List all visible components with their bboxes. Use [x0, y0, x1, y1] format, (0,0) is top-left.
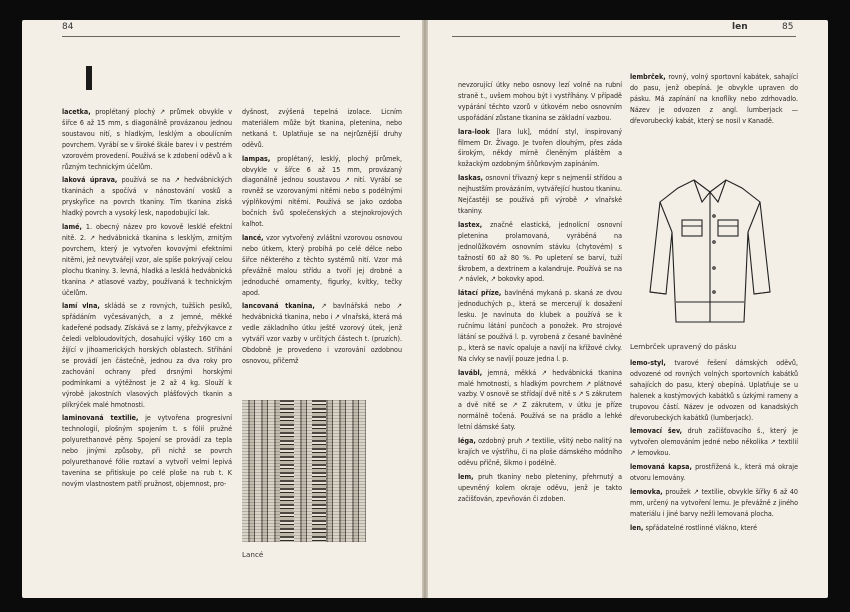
- entry-text: osnovní třívazný kepr s nejmenší střídou a nejhustším provázáním, vytvářející hustou tkaninu. Nejčastěji se používá při výrobě ↗ vlnařské tkaniny.: [458, 173, 622, 215]
- entry-text: používá se na ↗ hedvábnických tkaninách a spočívá v nánostování vosků a pryskyřice na povrch tkaniny. Tím tkanina získá hladký povrch a vysoký lesk, napodobující lak.: [62, 175, 232, 218]
- dictionary-entry: [458, 220, 622, 285]
- entry-text: prostřižená k., která má okraje otvoru lemovány.: [630, 462, 798, 483]
- entry-text: ↗ bavlnářská nebo ↗ hedvábnická tkanina, nebo i ↗ vlnařská, která má vedle základního útku ještě vzorový útek, jenž vytváří vzor vazby v určitých částech t. (pruzích). Obdobně je provedeno i vzorování ozdobnou osnovou, přičemž: [242, 301, 402, 365]
- entry-term: laková úprava,: [62, 175, 118, 185]
- dictionary-entry: [458, 288, 622, 364]
- entry-text: nevzorující útky nebo osnovy lezí volně na rubní straně t., uvšem mohou být i vystříhány. V případě vypárání těchto vzorů v útkovém nebo osnovním uspořádání zůstane tkanina se základní vazbou.: [458, 80, 622, 122]
- entry-text: ozdobný pruh ↗ textilie, všitý nebo nalitý na krajích ve výstřihu, či na ploše dámského módního oděvu příčně, šikmo i podélně.: [458, 436, 622, 467]
- dictionary-entry: [62, 107, 232, 172]
- entry-term: lancovaná tkanina,: [242, 301, 315, 311]
- left-page-number: 84: [62, 22, 74, 32]
- dictionary-entry: [242, 233, 402, 298]
- dictionary-entry: [630, 523, 798, 534]
- entry-term: lem,: [458, 471, 474, 481]
- entry-term: lancé,: [242, 232, 264, 242]
- entry-term: laskas,: [458, 173, 484, 183]
- dictionary-entry: [242, 301, 402, 366]
- entry-term: lavábl,: [458, 367, 483, 377]
- entry-term: lemovka,: [630, 486, 663, 496]
- dictionary-entry: [242, 107, 402, 151]
- section-letter-mark: [86, 66, 92, 90]
- dictionary-entry: [458, 472, 622, 505]
- entry-text: dyšnost, zvýšená tepelná izolace. Licním materiálem může být tkanina, pletenina, nebo netkaná t. Uplatňuje se na nejrůznější druhy oděvů.: [242, 107, 402, 149]
- entry-text: bavlněná mykaná p. skaná ze dvou jednoduchých p., která se mercerují k dosažení lesku. Je navinuta do klubek a používá se k ručnímu látání punčoch a ponožek. Pro strojové látání se používá l. p. vyrobená z česané bavlněné p., která se navíc opaluje a navíjí na křížové cívky. Na cívky se navíjí pouze jedna l. p.: [458, 288, 622, 363]
- entry-term: lembrček,: [630, 72, 666, 81]
- entry-text: druh začišťovacího š., který je vytvořen olemováním jedné nebo několika ↗ textilií ↗ lemovkou.: [630, 426, 798, 458]
- dictionary-entry: [62, 413, 232, 489]
- entry-text: spřádatelné rostlinné vlákno, které: [643, 522, 758, 532]
- entry-text: proplétaný plochý ↗ průmek obvykle v šířce 6 až 15 mm, s diagonálně provázanou jednou soustavou nití, s hladkým, lesklým a oboulícním povrchem. Vyrábí se v široké škále barev i v pestrém vzorovém provedení. Používá se k zdobení oděvů a k různým technickým účelům.: [62, 107, 232, 171]
- lance-fabric-photo: [242, 400, 366, 542]
- entry-term: lampas,: [242, 153, 271, 163]
- right-column-2-bottom: [630, 358, 798, 537]
- entry-text: pruh tkaniny nebo pleteniny, přehrnutý a upevněný kolem okraje oděvu, jenž je takto začišťován, zpevňován či zdoben.: [458, 471, 622, 503]
- right-column-1: [458, 80, 622, 508]
- entry-text: vzor vytvořený zvláštní vzorovou osnovou nebo útkem, který probíhá po celé délce nebo šířce některého z těchto systémů nití. Vzor má převážně malou střídu a tvoří jej drobné a jednoduché ornamenty, figurky, kvítky, tečky apod.: [242, 232, 402, 297]
- entry-term: lamé,: [62, 222, 82, 232]
- right-header-rule: [452, 36, 796, 37]
- jacket-illustration: [644, 172, 776, 328]
- dictionary-entry: [630, 487, 798, 520]
- entry-term: lastex,: [458, 219, 483, 229]
- dictionary-entry: [458, 173, 622, 217]
- left-column-1: [62, 107, 232, 493]
- dictionary-entry: [630, 358, 798, 423]
- entry-text: skládá se z rovných, tužších pesíků, spřádáním vyčesávaných, a z jemné, měkké kadeřené podsady. Získává se z lamy, přežvýkavce z čeledi velbloudovitých, dosahující výšky 160 cm a žijící v jihoamerických horských oblastech. Stříhání se provádí jen částečně, jednou za dva roky pro zachování ochrany před drsnými horskými podmínkami a výtěžnost je 2 až 4 kg. Slouží k výrobě jakostních vlasových plášťových tkanin a plíkrýček malé hmotnosti.: [62, 301, 233, 409]
- left-column-2: [242, 107, 402, 370]
- running-head: len: [732, 22, 748, 32]
- dictionary-entry: [458, 127, 622, 171]
- entry-term: len,: [630, 522, 644, 532]
- left-header-rule: [62, 36, 400, 37]
- entry-term: léga,: [458, 436, 476, 446]
- dictionary-entry: [62, 222, 232, 298]
- dictionary-entry: [458, 80, 622, 124]
- right-page-number: 85: [782, 22, 794, 32]
- dictionary-entry: [630, 426, 798, 459]
- dictionary-entry: [62, 301, 232, 410]
- entry-term: lemovací šev,: [630, 426, 682, 436]
- entry-term: laminovaná textilie,: [62, 413, 139, 423]
- dictionary-entry: [630, 72, 798, 127]
- entry-term: lemo-styl,: [630, 358, 666, 367]
- figure-caption: Lembrček upravený do pásku: [630, 342, 737, 351]
- entry-text: [lara luk], módní styl, inspirovaný filmem Dr. Živago. Je tvořen dlouhým, přes záda širokým, někdy mírně členěným pláštěm a kožackým ozdobným šňůrkovým zapínáním.: [458, 126, 622, 169]
- entry-text: rovný, volný sportovní kabátek, sahající do pasu, jenž obepíná. Je obvykle upraven do pásku. Má zapínání na knoflíky nebo zdrhovadlo. Název je odvozen z angl. lumberjack — dřevorubecký kabát, který se nosil v Kanadě.: [630, 72, 798, 125]
- entry-text: proplétaný, lesklý, plochý průmek, obvykle v šířce 6 až 15 mm, provázaný diagonálně jednou soustavou ↗ nití. Vyrábí se rovněž se vzorovanými nitěmi nebo s podélnými výplňkovými nitěmi. Používá se jako ozdoba bočních švů společenských a stejnokrojových kalhot.: [242, 153, 402, 229]
- entry-text: značně elastická, jednolícní osnovní pletenina prolamovaná, vyráběná na jednolůžkovém osnovním stávku (chytovém) s tažností 60 až 80 %. Po upletení se barví, tuží škrobem, a dextrinem a kalandruje. Používá se na ↗ návlek, ↗ bokovky apod.: [458, 219, 622, 284]
- entry-text: tvarové řešení dámských oděvů, odvozené od rovných volných sportovních kabátků sahajících do pasu, který obepíná. Uplatňuje se u halenek a kostýmových kabátků s úzkými rameny a trupovou částí. Název je odvozen od kanadských dřevorubeckých kabátků (lumberjack).: [630, 358, 798, 422]
- dictionary-entry: [242, 154, 402, 230]
- entry-text: jemná, měkká ↗ hedvábnická tkanina malé hmotnosti, s hladkým povrchem ↗ plátnové vazby. V osnově se střídají dvě nitě s ↗ S zákrutem a dvě nitě se ↗ Z zákrutem, v útku je příze normálně točená. Používá se na prádlo a lehké letní dámské šaty.: [458, 367, 622, 432]
- photo-caption: Lancé: [242, 550, 264, 559]
- entry-term: lara-look: [458, 126, 490, 136]
- dictionary-entry: [458, 436, 622, 469]
- dictionary-entry: [458, 368, 622, 433]
- entry-text: proužek ↗ textilie, obvykle šířky 6 až 40 mm, určený na vytvoření lemu. Je převážně z jiného materiálu i jiné barvy nežli lemovaná plocha.: [630, 486, 798, 518]
- right-column-2-top: [630, 72, 798, 130]
- entry-term: lacetka,: [62, 107, 91, 116]
- entry-term: lemovaná kapsa,: [630, 462, 692, 472]
- entry-term: lamí vlna,: [62, 301, 100, 311]
- dictionary-entry: [62, 175, 232, 219]
- dictionary-entry: [630, 462, 798, 484]
- entry-term: látací příze,: [458, 288, 502, 298]
- entry-text: 1. obecný název pro kovově lesklé efektní nitě. 2. ↗ hedvábnická tkanina s lesklým, zrnitým povrchem, který je vytvořen kovovými efektními nitěmi, jež nevytvářejí vzor, ale spíše pokrývají celou plochu tkaniny. 3. levná, hladká a lesklá hedvábnická tkanina ↗ atlasové vazby, používaná k technickým účelům.: [62, 222, 232, 297]
- entry-text: je vytvořena progresivní technologií, plošným spojením t. s fólií pružné polyurethanové pěny. Spojení se provádí za tepla nebo jinými způsoby, při nichž se povrch polyurethanové fólie roztaví a vytvoří velmi lepivá tavenina se přitiskuje po celé ploše na rub t. K novým vlastnostem patří pružnost, objemnost, pro-: [62, 413, 232, 488]
